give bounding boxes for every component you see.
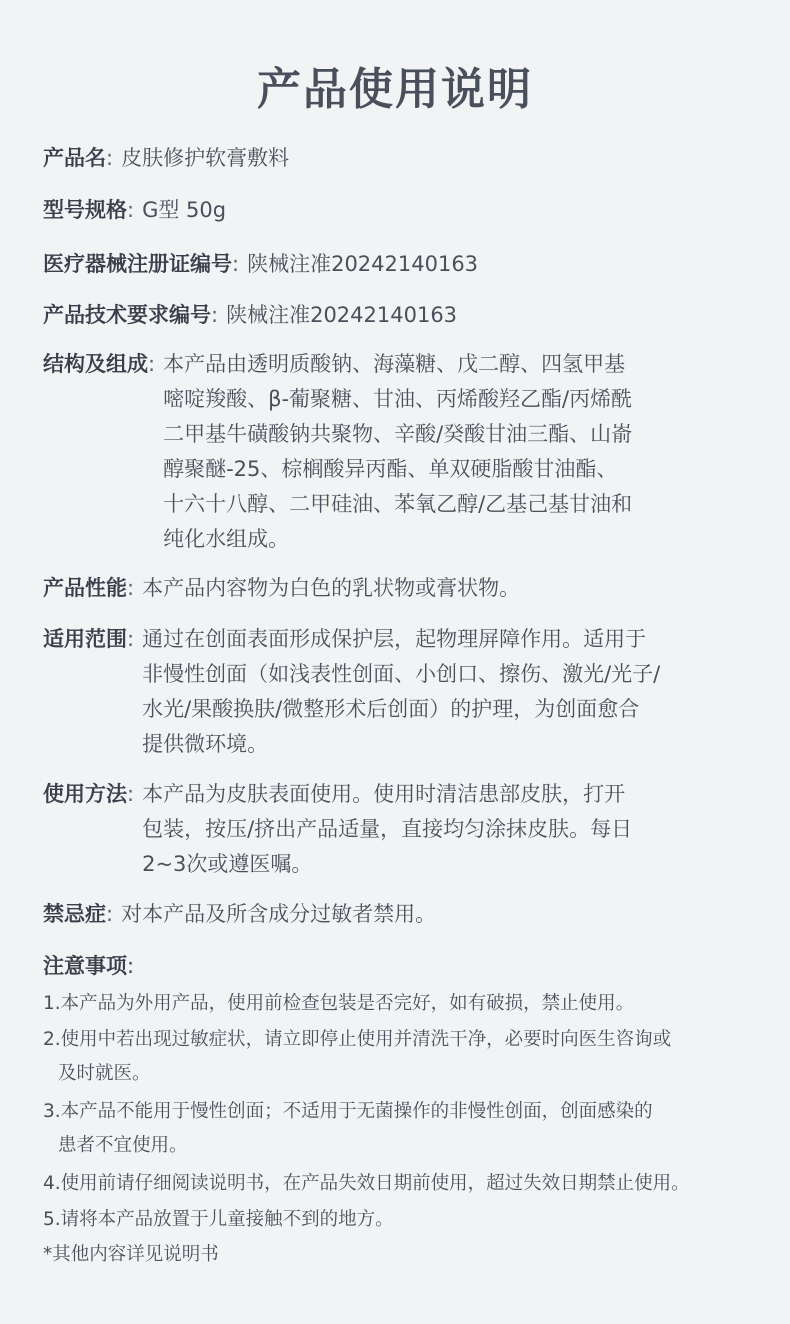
composition-line: 纯化水组成。 <box>163 527 290 551</box>
usage-field <box>43 777 632 882</box>
scope-label: 适用范围 <box>43 627 127 651</box>
tech-requirement-value: 陕械注准20242140163 <box>226 303 458 327</box>
product-name-sep: : <box>106 146 114 170</box>
note-item-4 <box>43 1167 690 1201</box>
composition-line: 本产品由透明质酸钠、海藻糖、戊二醇、四氢甲基 <box>163 352 626 376</box>
composition-line: 嘧啶羧酸、β-葡聚糖、甘油、丙烯酸羟乙酯/丙烯酰 <box>163 387 633 411</box>
scope-line: 提供微环境。 <box>142 732 269 756</box>
tech-requirement-sep: : <box>211 303 219 327</box>
note-text: 2.使用中若出现过敏症状，请立即停止使用并清洗干净，必要时向医生咨询或 <box>43 1029 672 1050</box>
scope-line: 非慢性创面（如浅表性创面、小创口、擦伤、激光/光子/ <box>142 662 661 686</box>
contraindication-value: 对本产品及所含成分过敏者禁用。 <box>121 902 437 926</box>
note-text-continued: 患者不宜使用。 <box>58 1135 188 1156</box>
registration-value: 陕械注准20242140163 <box>247 252 479 276</box>
note-item-3 <box>43 1095 653 1163</box>
product-name-value: 皮肤修护软膏敷料 <box>121 146 290 170</box>
usage-value <box>142 777 632 882</box>
model-label: 型号规格 <box>43 198 127 222</box>
scope-field <box>43 622 660 762</box>
performance-sep: : <box>127 576 135 600</box>
registration-sep: : <box>232 252 240 276</box>
notes-heading <box>43 949 134 984</box>
tech-requirement-label: 产品技术要求编号 <box>43 303 211 327</box>
footer-note: *其他内容详见说明书 <box>43 1244 219 1265</box>
usage-sep: : <box>127 782 135 806</box>
scope-line: 通过在创面表面形成保护层，起物理屏障作用。适用于 <box>142 627 647 651</box>
composition-line: 二甲基牛磺酸钠共聚物、辛酸/癸酸甘油三酯、山嵛 <box>163 422 633 446</box>
usage-line: 包装，按压/挤出产品适量，直接均匀涂抹皮肤。每日 <box>142 817 633 841</box>
product-name-label: 产品名 <box>43 146 106 170</box>
notes-sep: : <box>127 954 135 978</box>
contraindication-sep: : <box>106 902 114 926</box>
usage-line: 2~3次或遵医嘱。 <box>142 852 313 876</box>
composition-sep: : <box>148 352 156 376</box>
note-item-2 <box>43 1023 671 1091</box>
contraindication-field <box>43 897 436 932</box>
page-title: 产品使用说明 <box>257 64 533 115</box>
composition-label: 结构及组成 <box>43 352 148 376</box>
note-text: 4.使用前请仔细阅读说明书，在产品失效日期前使用，超过失效日期禁止使用。 <box>43 1173 690 1194</box>
product-name-field <box>43 141 289 176</box>
scope-value <box>142 622 660 762</box>
composition-line: 醇聚醚-25、棕榈酸异丙酯、单双硬脂酸甘油酯、 <box>163 457 618 481</box>
note-text: 1.本产品为外用产品，使用前检查包装是否完好，如有破损，禁止使用。 <box>43 993 635 1014</box>
model-sep: : <box>127 198 135 222</box>
tech-requirement-field <box>43 298 457 333</box>
model-value: G型 50g <box>142 198 227 222</box>
composition-value <box>163 347 632 557</box>
note-text: 3.本产品不能用于慢性创面；不适用于无菌操作的非慢性创面，创面感染的 <box>43 1101 653 1122</box>
scope-sep: : <box>127 627 135 651</box>
scope-line: 水光/果酸换肤/微整形术后创面）的护理，为创面愈合 <box>142 697 640 721</box>
note-text-continued: 及时就医。 <box>58 1063 151 1084</box>
performance-label: 产品性能 <box>43 576 127 600</box>
usage-label: 使用方法 <box>43 782 127 806</box>
model-field <box>43 193 226 228</box>
performance-field <box>43 571 520 606</box>
composition-field <box>43 347 632 557</box>
registration-label: 医疗器械注册证编号 <box>43 252 232 276</box>
note-item-1 <box>43 987 634 1021</box>
note-item-5 <box>43 1203 394 1237</box>
performance-value: 本产品内容物为白色的乳状物或膏状物。 <box>142 576 521 600</box>
contraindication-label: 禁忌症 <box>43 902 106 926</box>
composition-line: 十六十八醇、二甲硅油、苯氧乙醇/乙基己基甘油和 <box>163 492 633 516</box>
notes-title: 注意事项 <box>43 954 127 978</box>
usage-line: 本产品为皮肤表面使用。使用时清洁患部皮肤，打开 <box>142 782 626 806</box>
note-text: 5.请将本产品放置于儿童接触不到的地方。 <box>43 1209 394 1230</box>
registration-field <box>43 247 478 282</box>
